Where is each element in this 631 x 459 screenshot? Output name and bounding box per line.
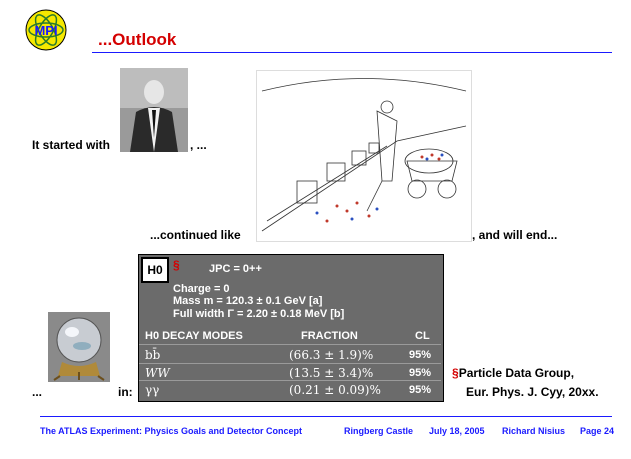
cl-header: CL	[415, 330, 430, 342]
citation-line-2: Eur. Phys. J. Cyy, 20xx.	[466, 385, 599, 399]
title-divider	[92, 52, 612, 53]
charge-value: Charge = 0	[173, 283, 230, 295]
citation-source: Particle Data Group,	[458, 366, 575, 380]
citation-mark: §	[452, 366, 459, 380]
started-prefix: It started with	[32, 138, 111, 152]
decay-mode: WW	[145, 366, 170, 380]
decay-fraction: (0.21 ± 0.09)%	[289, 383, 381, 397]
jpc-quantum-numbers: JPC = 0++	[209, 263, 262, 275]
decay-cl: 95%	[409, 367, 432, 379]
particle-symbol: H0	[141, 257, 169, 283]
footer-venue: Ringberg Castle	[344, 426, 414, 436]
end-prefix: ...	[32, 385, 43, 399]
width-value: Full width Γ = 2.20 ± 0.18 MeV [b]	[173, 308, 345, 320]
end-suffix: in:	[118, 385, 133, 399]
decay-modes-header: H0 DECAY MODES	[145, 330, 243, 342]
decay-cl: 95%	[409, 384, 432, 396]
footer-divider	[40, 416, 612, 417]
crystal-ball-photo	[48, 312, 110, 382]
footer-author: Richard Nisius	[502, 426, 566, 436]
started-suffix: , ...	[190, 138, 207, 152]
decay-mode: bb̄	[145, 348, 161, 362]
mpi-logo	[24, 8, 68, 52]
pdg-particle-box	[138, 254, 444, 402]
logo-text: MPI	[34, 23, 58, 38]
mass-value: Mass m = 120.3 ± 0.1 GeV [a]	[173, 295, 323, 307]
decay-fraction: (66.3 ± 1.9)%	[289, 348, 374, 362]
portrait-photo	[120, 68, 188, 152]
slide-title: ...Outlook	[98, 30, 177, 49]
header-divider	[139, 344, 441, 345]
citation-line-1	[452, 366, 574, 380]
decay-mode: γγ	[145, 383, 160, 397]
footer-talk-title: The ATLAS Experiment: Physics Goals and Detector Concept	[40, 426, 303, 436]
fraction-header: FRACTION	[301, 330, 358, 342]
section-mark: §	[173, 258, 180, 272]
row-divider	[139, 363, 441, 364]
accelerator-cartoon-sketch	[256, 70, 472, 242]
continued-prefix: ...continued like	[150, 228, 241, 242]
footer-date: July 18, 2005	[429, 426, 485, 436]
decay-fraction: (13.5 ± 3.4)%	[289, 366, 374, 380]
continued-suffix: , and will end...	[472, 228, 558, 242]
row-divider	[139, 380, 441, 381]
footer-page-number: Page 24	[580, 426, 615, 436]
decay-cl: 95%	[409, 349, 432, 361]
